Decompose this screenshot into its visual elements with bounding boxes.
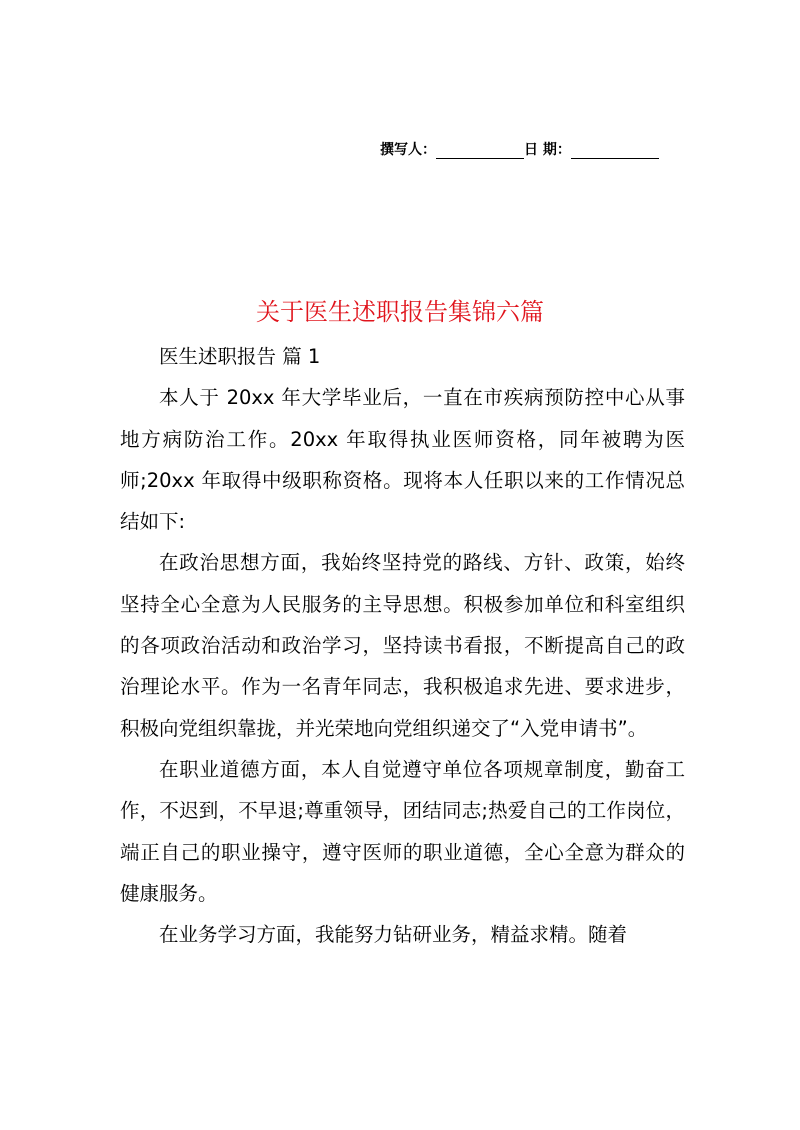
document-title: 关于医生述职报告集锦六篇 <box>256 298 544 326</box>
paragraph: 本人于 20xx 年大学毕业后，一直在市疾病预防控中心从事地方病防治工作。20xx 年取得执业医师资格，同年被聘为医师;20xx 年取得中级职称资格。现将本人任职以来的工作情况总结如下: <box>120 386 685 534</box>
paragraph: 在政治思想方面，我始终坚持党的路线、方针、政策，始终坚持全心全意为人民服务的主导思想。积极参加单位和科室组织的各项政治活动和政治学习，坚持读书看报，不断提高自己的政治理论水平。作为一名青年同志，我积极追求先进、要求进步，积极向党组织靠拢，并光荣地向党组织递交了“入党申请书”。 <box>120 551 685 740</box>
paragraph: 在业务学习方面，我能努力钻研业务，精益求精。随着 <box>159 923 628 947</box>
date-blank-line[interactable] <box>571 142 659 159</box>
author-label: 撰写人： <box>380 142 436 158</box>
date-label: 日 期： <box>524 142 571 158</box>
paragraph: 在职业道德方面，本人自觉遵守单位各项规章制度，勤奋工作，不迟到，不早退;尊重领导，团结同志;热爱自己的工作岗位，端正自己的职业操守，遵守医师的职业道德，全心全意为群众的健康服务。 <box>120 757 685 905</box>
author-blank-line[interactable] <box>436 142 524 159</box>
section-heading: 医生述职报告 篇 1 <box>159 345 321 368</box>
signature-header <box>380 139 680 161</box>
document-body <box>120 336 685 955</box>
